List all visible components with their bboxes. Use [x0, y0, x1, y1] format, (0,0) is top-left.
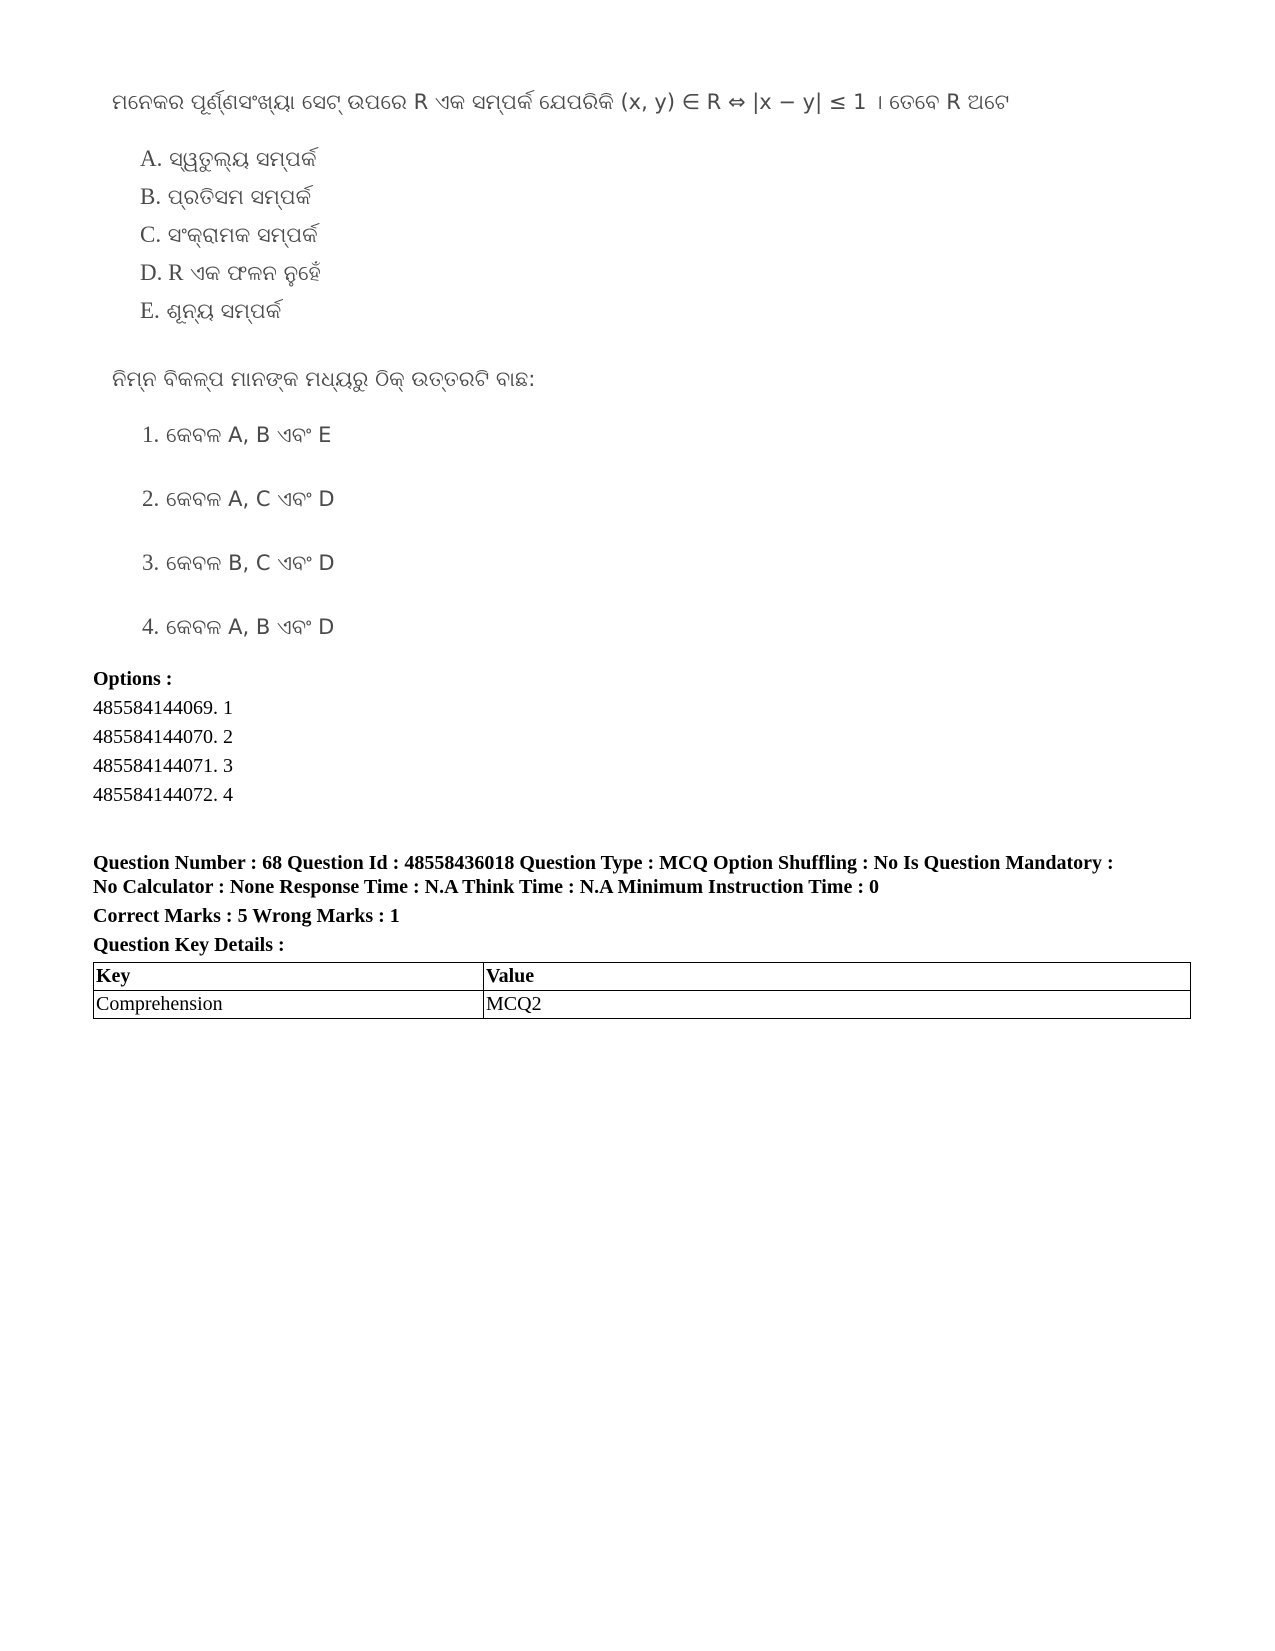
- table-header-key: Key: [94, 963, 484, 991]
- option-item: 485584144071. 3: [93, 755, 233, 777]
- statement-letter: D. R: [140, 260, 184, 285]
- key-details-heading: Question Key Details :: [93, 934, 285, 956]
- statement-text: ସଂକ୍ରାମକ ସମ୍ପର୍କ: [167, 223, 318, 247]
- choice-number: 4.: [142, 614, 160, 639]
- statement-e: [140, 298, 281, 324]
- choice-2: [142, 486, 335, 512]
- question-instruction: ନିମ୍ନ ବିକଳ୍ପ ମାନଙ୍କ ମଧ୍ୟରୁ ଠିକ୍ ଉତ୍ତରଟି ବାଛ:: [112, 367, 536, 391]
- question-stem: ମନେକର ପୂର୍ଣ୍ଣସଂଖ୍ୟା ସେଟ୍ ଉପରେ R ଏକ ସମ୍ପର୍କ ଯେପରିକି (x, y) ∈ R ⇔ |x − y| ≤ 1 । ତେବେ R ଅଟେ: [112, 90, 1010, 114]
- statement-c: [140, 222, 318, 248]
- statement-text: ଶୂନ୍ୟ ସମ୍ପର୍କ: [166, 299, 282, 323]
- option-item: 485584144070. 2: [93, 726, 233, 748]
- choice-number: 2.: [142, 486, 160, 511]
- choice-number: 3.: [142, 550, 160, 575]
- options-heading: Options :: [93, 668, 173, 690]
- choice-text: କେବଳ A, C ଏବଂ D: [165, 487, 335, 511]
- choice-text: କେବଳ B, C ଏବଂ D: [165, 551, 335, 575]
- choice-4: [142, 614, 334, 640]
- statement-text: ସ୍ୱତୁଲ୍ୟ ସମ୍ପର୍କ: [169, 147, 317, 171]
- table-row: [94, 991, 1191, 1019]
- statement-d: [140, 260, 321, 286]
- table-header-row: [94, 963, 1191, 991]
- question-meta-line1: Question Number : 68 Question Id : 48558436018 Question Type : MCQ Option Shuffling : No Is Question Mandatory :: [93, 852, 1114, 874]
- question-meta-line2: No Calculator : None Response Time : N.A Think Time : N.A Minimum Instruction Time : 0: [93, 876, 879, 898]
- question-image: [112, 80, 1010, 650]
- choice-text: କେବଳ A, B ଏବଂ D: [165, 615, 335, 639]
- statement-text: ପ୍ରତିସମ ସମ୍ପର୍କ: [167, 185, 312, 209]
- table-cell-value: MCQ2: [484, 991, 1191, 1019]
- statement-text: ଏକ ଫଳନ ନୁହେଁ: [190, 261, 321, 285]
- statement-letter: E.: [140, 298, 160, 323]
- table-cell-key: Comprehension: [94, 991, 484, 1019]
- choice-text: କେବଳ A, B ଏବଂ E: [165, 423, 332, 447]
- statement-a: [140, 146, 316, 172]
- choice-1: [142, 422, 331, 448]
- option-item: 485584144072. 4: [93, 784, 233, 806]
- key-details-table: [93, 962, 1191, 1019]
- marks-line: Correct Marks : 5 Wrong Marks : 1: [93, 905, 400, 927]
- choice-number: 1.: [142, 422, 160, 447]
- statement-letter: B.: [140, 184, 162, 209]
- statement-letter: A.: [140, 146, 163, 171]
- option-item: 485584144069. 1: [93, 697, 233, 719]
- statement-letter: C.: [140, 222, 162, 247]
- statement-b: [140, 184, 311, 210]
- table-header-value: Value: [484, 963, 1191, 991]
- choice-3: [142, 550, 335, 576]
